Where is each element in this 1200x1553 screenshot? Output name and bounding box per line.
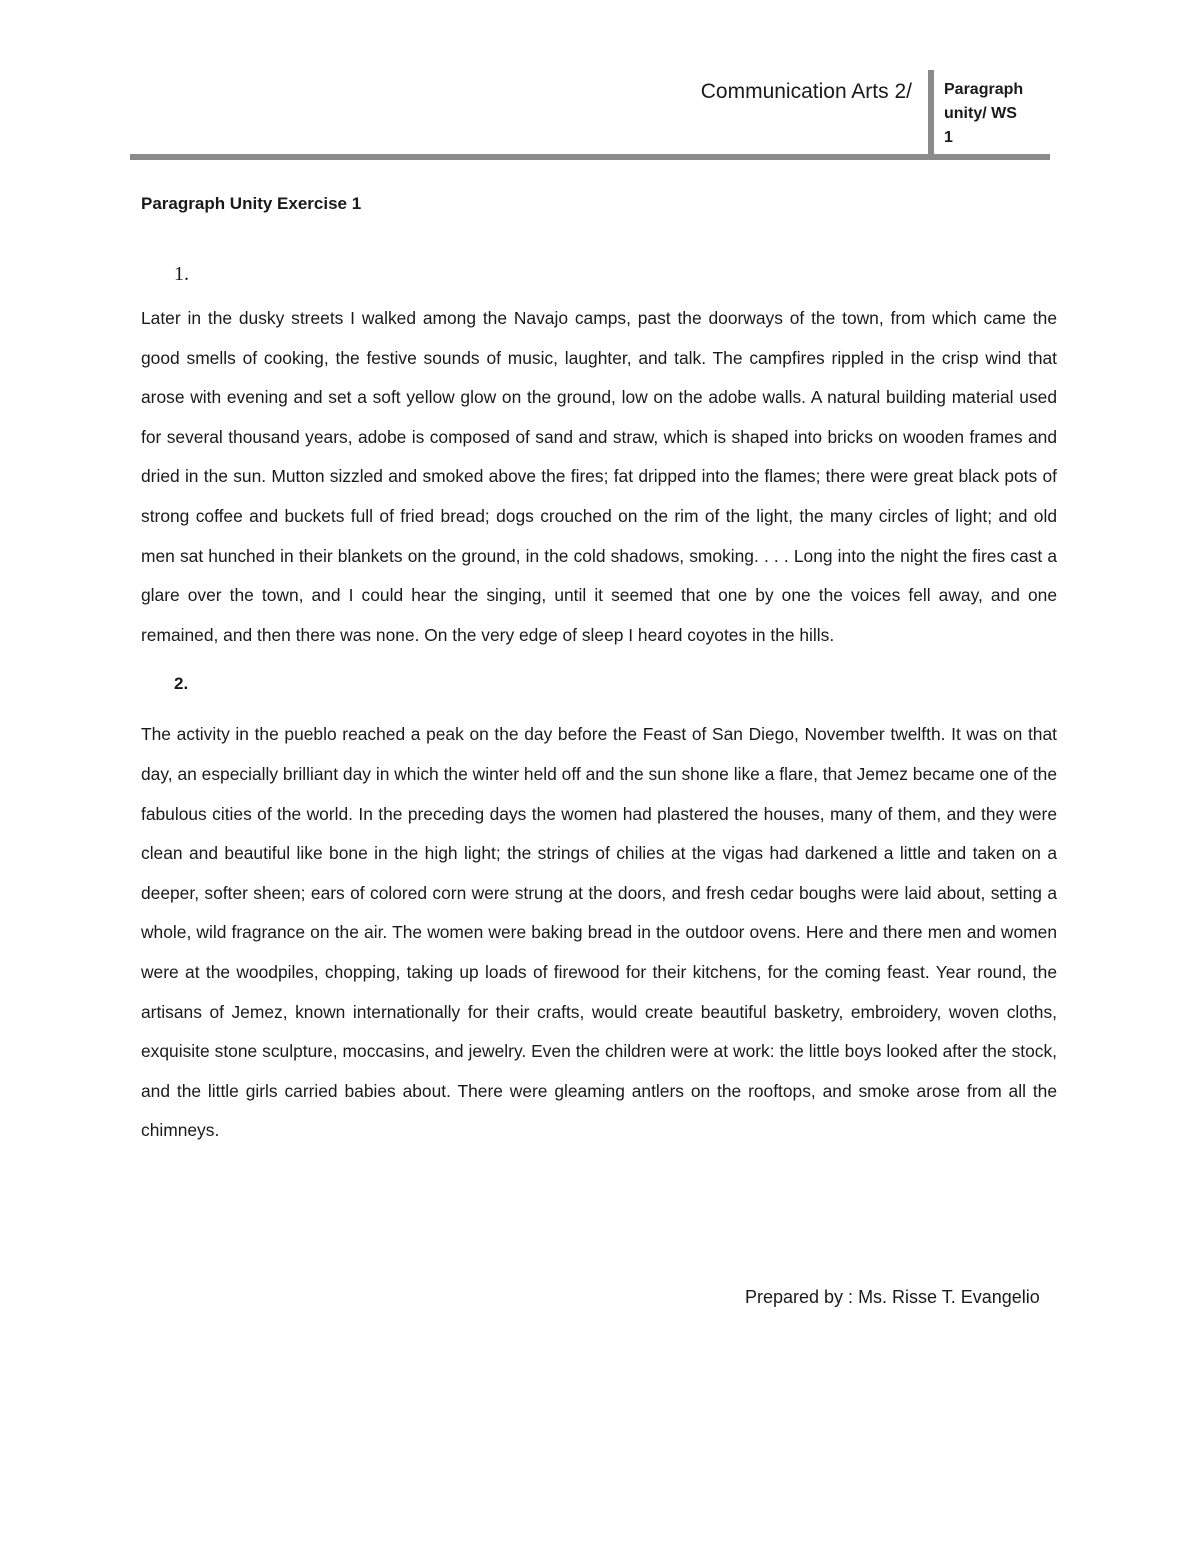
worksheet-label-line3: 1 bbox=[944, 129, 953, 146]
worksheet-label bbox=[944, 78, 1044, 150]
header-horizontal-rule bbox=[130, 154, 1050, 160]
item-number-2: 2. bbox=[174, 674, 189, 694]
page-header bbox=[130, 70, 1050, 162]
worksheet-label-line1: Paragraph bbox=[944, 81, 1024, 98]
course-title: Communication Arts 2/ bbox=[700, 80, 912, 103]
page-title: Paragraph Unity Exercise 1 bbox=[141, 194, 362, 213]
worksheet-label-line2: unity/ WS bbox=[944, 105, 1017, 122]
paragraph-1: Later in the dusky streets I walked among the Navajo camps, past the doorways of the town, from which came the good smells of cooking, the festive sounds of music, laughter, and talk. The campfires rippled in the crisp wind that arose with evening and set a soft yellow glow on the ground, low on the adobe walls. A natural building material used for several thousand years, adobe is composed of sand and straw, which is shaped into bricks on wooden frames and dried in the sun. Mutton sizzled and smoked above the fires; fat dripped into the flames; there were great black pots of strong coffee and buckets full of fried bread; dogs crouched on the rim of the light, the many circles of light; and old men sat hunched in their blankets on the ground, in the cold shadows, smoking. . . . Long into the night the fires cast a glare over the town, and I could hear the singing, until it seemed that one by one the voices fell away, and one remained, and then there was none. On the very edge of sleep I heard coyotes in the hills. bbox=[141, 308, 1057, 645]
document-body bbox=[141, 186, 1057, 1151]
paragraph-2: The activity in the pueblo reached a peak on the day before the Feast of San Diego, November twelfth. It was on that day, an especially brilliant day in which the winter held off and the sun shone like a flare, that Jemez became one of the fabulous cities of the world. In the preceding days the women had plastered the houses, many of them, and they were clean and beautiful like bone in the high light; the strings of chilies at the vigas had darkened a little and taken on a deeper, softer sheen; ears of colored corn were strung at the doors, and fresh cedar boughs were laid about, setting a whole, wild fragrance on the air. The women were baking bread in the outdoor ovens. Here and there men and women were at the woodpiles, chopping, taking up loads of firewood for their kitchens, for the coming feast. Year round, the artisans of Jemez, known internationally for their crafts, would create beautiful basketry, embroidery, woven cloths, exquisite stone sculpture, moccasins, and jewelry. Even the children were at work: the little boys looked after the stock, and the little girls carried babies about. There were gleaming antlers on the rooftops, and smoke arose from all the chimneys. bbox=[141, 724, 1057, 1141]
prepared-by: Prepared by : Ms. Risse T. Evangelio bbox=[745, 1287, 1040, 1307]
item-number-1: 1. bbox=[174, 263, 189, 285]
header-vertical-divider bbox=[928, 70, 934, 156]
